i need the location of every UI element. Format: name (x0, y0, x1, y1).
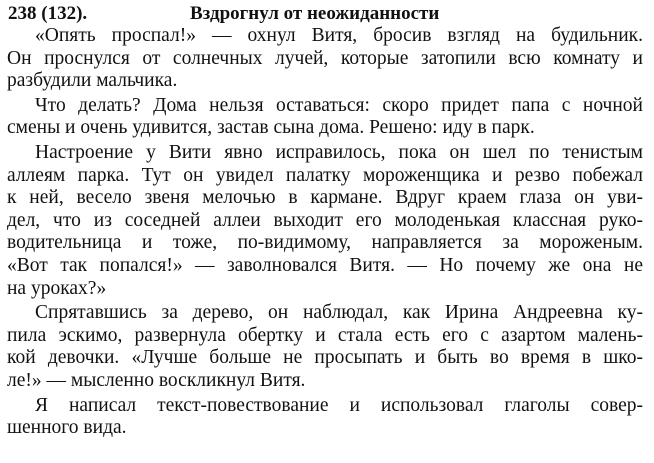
text-line: Спрятавшись за дерево, он наблюдал, как Ирина Андреевна ку- (35, 302, 643, 324)
text-line: Я написал текст-повествование и использовал глаголы совер- (35, 394, 643, 416)
text-line: к ней, весело звеня мелочью в кармане. Вдруг краем глаза он уви- (7, 187, 643, 209)
text-line: Что делать? Дома нельзя оставаться: скоро придет папа с ночной (35, 94, 643, 116)
text-line: пила эскимо, развернула обертку и стала есть его с азартом малень- (7, 324, 643, 346)
text-line: дел, что из соседней аллеи выходит его молоденькая классная руко- (7, 209, 643, 231)
text-line: ле!» — мысленно воскликнул Витя. (7, 369, 306, 391)
text-line: «Вот так попался!» — заволновался Витя. — Но почему же она не (7, 254, 643, 276)
text-line: смены и очень удивится, застав сына дома. Решено: иду в парк. (7, 117, 535, 139)
text-line: на уроках?» (7, 277, 107, 299)
text-line: шенного вида. (7, 417, 127, 439)
paragraph (7, 95, 643, 140)
paragraph (7, 25, 643, 93)
text-line: Он проснулся от солнечных лучей, которые затопили всю комнату и (7, 47, 643, 69)
text-line: аллеям парка. Тут он увидел палатку мороженщика и резво побежал (7, 164, 643, 186)
exercise-number: 238 (132). (8, 3, 88, 24)
paragraph (7, 302, 643, 392)
text-line: водительница и тоже, по-видимому, направляется за мороженым. (7, 232, 643, 254)
textbook-page (7, 3, 643, 440)
exercise-title: Вздрогнул от неожиданности (190, 3, 440, 24)
exercise-heading (7, 3, 643, 25)
paragraph (7, 142, 643, 300)
text-line: разбудили мальчика. (7, 70, 178, 92)
text-line: «Опять проспал!» — охнул Витя, бросив взгляд на будильник. (35, 25, 643, 46)
text-line: кой девочки. «Лучше больше не просыпать и быть во время в шко- (7, 347, 643, 369)
paragraph (7, 395, 643, 440)
text-line: Настроение у Вити явно исправилось, пока он шел по тенистым (35, 141, 643, 163)
